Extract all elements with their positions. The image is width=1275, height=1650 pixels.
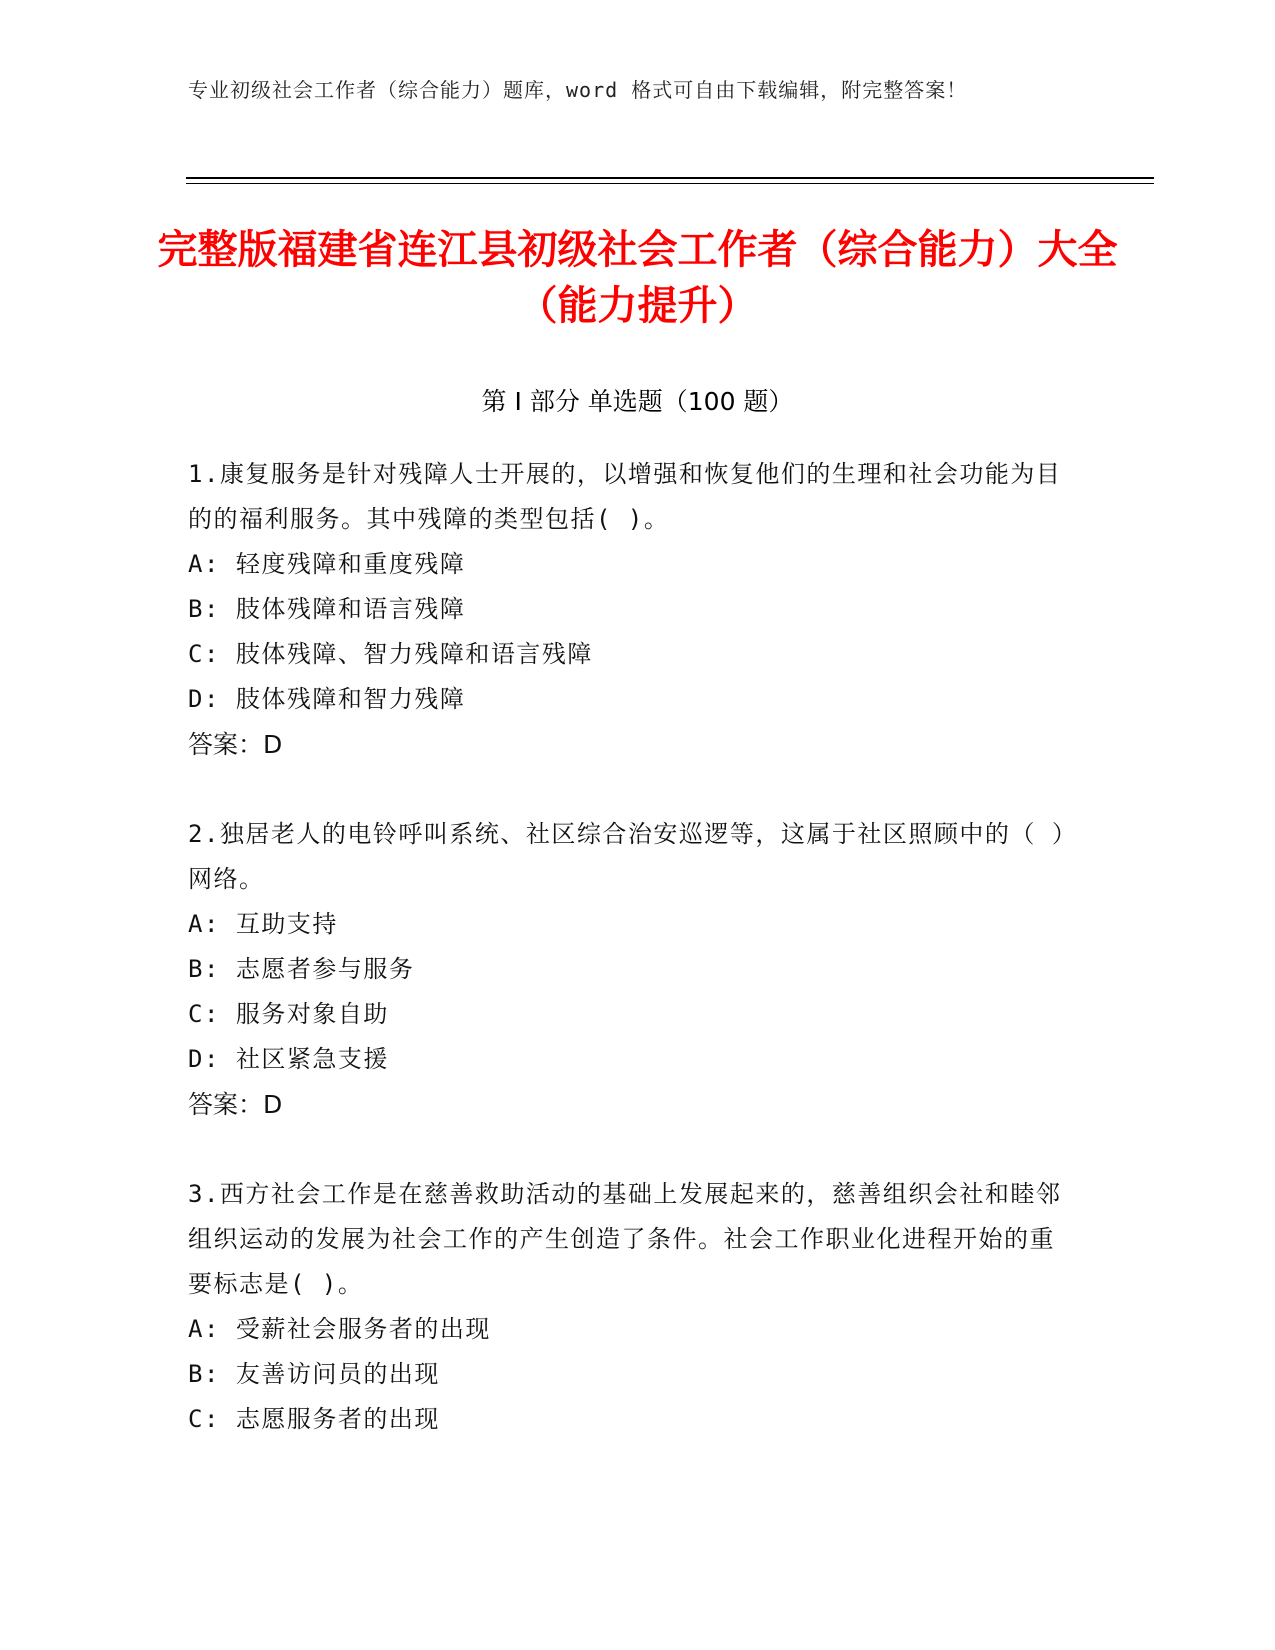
header-divider-thick bbox=[186, 177, 1154, 179]
option-a: A: 轻度残障和重度残障 bbox=[188, 550, 466, 578]
question-stem: 3.西方社会工作是在慈善救助活动的基础上发展起来的，慈善组织会社和睦邻组织运动的发展为社会工作的产生创造了条件。社会工作职业化进程开始的重要标志是( )。 bbox=[188, 1180, 1062, 1298]
header-note: 专业初级社会工作者（综合能力）题库，word 格式可自由下载编辑，附完整答案！ bbox=[188, 78, 968, 102]
option-b: B: 肢体残障和语言残障 bbox=[188, 595, 466, 623]
question-3 bbox=[188, 1172, 1068, 1442]
option-c: C: 服务对象自助 bbox=[188, 1000, 389, 1028]
question-stem: 2.独居老人的电铃呼叫系统、社区综合治安巡逻等，这属于社区照顾中的（ ）网络。 bbox=[188, 820, 1066, 893]
header-divider-thin bbox=[186, 183, 1154, 184]
option-c: C: 肢体残障、智力残障和语言残障 bbox=[188, 640, 593, 668]
option-d: D: 社区紧急支援 bbox=[188, 1045, 389, 1073]
option-a: A: 受薪社会服务者的出现 bbox=[188, 1315, 491, 1343]
section-heading: 第 I 部分 单选题（100 题） bbox=[481, 387, 794, 416]
option-d: D: 肢体残障和智力残障 bbox=[188, 685, 466, 713]
option-b: B: 友善访问员的出现 bbox=[188, 1360, 440, 1388]
answer: 答案：D bbox=[188, 1090, 283, 1119]
option-c: C: 志愿服务者的出现 bbox=[188, 1405, 440, 1433]
answer: 答案：D bbox=[188, 730, 283, 759]
option-a: A: 互助支持 bbox=[188, 910, 338, 938]
question-1 bbox=[188, 452, 1068, 767]
document-title: 完整版福建省连江县初级社会工作者（综合能力）大全（能力提升） bbox=[157, 227, 1118, 329]
question-2 bbox=[188, 812, 1068, 1127]
question-stem: 1.康复服务是针对残障人士开展的，以增强和恢复他们的生理和社会功能为目的的福利服务。其中残障的类型包括( )。 bbox=[188, 460, 1062, 533]
option-b: B: 志愿者参与服务 bbox=[188, 955, 415, 983]
